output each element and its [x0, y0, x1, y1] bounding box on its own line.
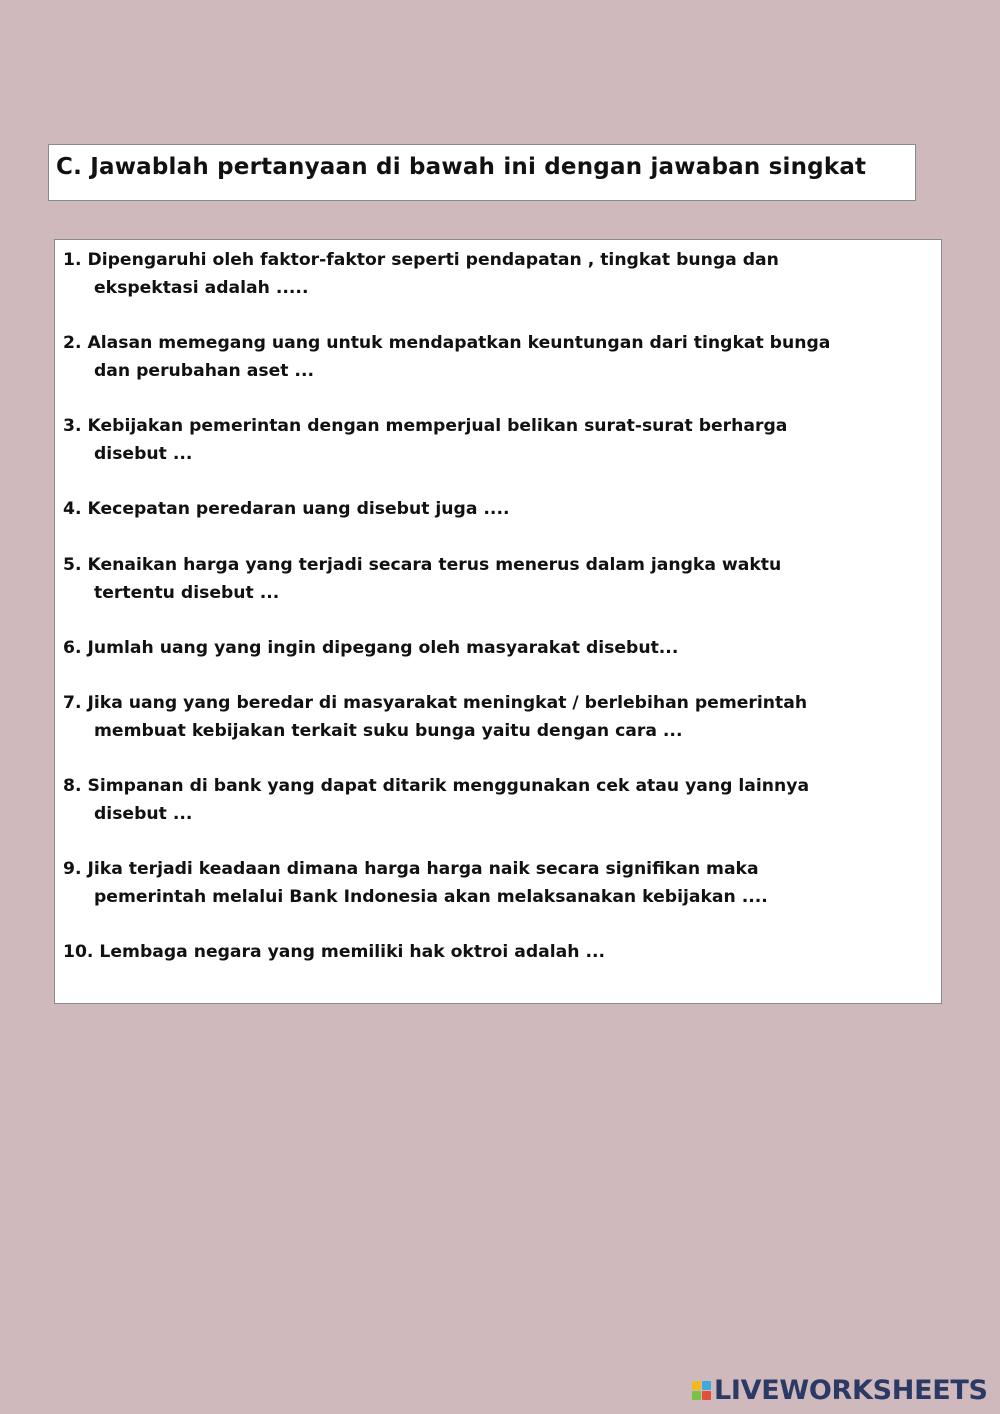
- logo-mark-square-3: [692, 1391, 701, 1400]
- question-1-line-2: ekspektasi adalah .....: [94, 278, 309, 298]
- logo-text: LIVEWORKSHEETS: [714, 1374, 988, 1406]
- question-8-line-1: 8. Simpanan di bank yang dapat ditarik menggunakan cek atau yang lainnya: [63, 776, 810, 796]
- question-2-line-1: 2. Alasan memegang uang untuk mendapatkan keuntungan dari tingkat bunga: [63, 333, 831, 353]
- logo-mark-icon: [692, 1381, 711, 1400]
- question-7-line-2: membuat kebijakan terkait suku bunga yaitu dengan cara ...: [94, 721, 683, 741]
- question-4-line-1: 4. Kecepatan peredaran uang disebut juga ....: [63, 499, 510, 519]
- question-8-line-2: disebut ...: [94, 804, 193, 824]
- question-6-line-1: 6. Jumlah uang yang ingin dipegang oleh masyarakat disebut...: [63, 638, 679, 658]
- question-9-line-2: pemerintah melalui Bank Indonesia akan melaksanakan kebijakan ....: [94, 887, 768, 907]
- question-7: [63, 689, 807, 745]
- question-1: [63, 246, 779, 302]
- question-9-line-1: 9. Jika terjadi keadaan dimana harga harga naik secara signifikan maka: [63, 859, 759, 879]
- question-4: [63, 495, 510, 523]
- question-2: [63, 329, 830, 385]
- question-6: [63, 634, 678, 662]
- logo-mark-square-1: [692, 1381, 701, 1390]
- logo-mark-square-4: [702, 1391, 711, 1400]
- section-title-box: [48, 144, 916, 201]
- logo-mark-square-2: [702, 1381, 711, 1390]
- question-8: [63, 772, 809, 828]
- question-10-line-1: 10. Lembaga negara yang memiliki hak oktroi adalah ...: [63, 942, 606, 962]
- question-2-line-2: dan perubahan aset ...: [94, 361, 315, 381]
- section-title: C. Jawablah pertanyaan di bawah ini dengan jawaban singkat: [56, 154, 867, 180]
- questions-box: [54, 239, 942, 1004]
- question-3: [63, 412, 787, 468]
- liveworksheets-logo: [692, 1374, 988, 1406]
- question-5-line-2: tertentu disebut ...: [94, 583, 280, 603]
- question-7-line-1: 7. Jika uang yang beredar di masyarakat meningkat / berlebihan pemerintah: [63, 693, 808, 713]
- question-9: [63, 855, 768, 911]
- question-5: [63, 551, 781, 607]
- question-5-line-1: 5. Kenaikan harga yang terjadi secara terus menerus dalam jangka waktu: [63, 555, 782, 575]
- question-3-line-1: 3. Kebijakan pemerintan dengan memperjual belikan surat-surat berharga: [63, 416, 788, 436]
- question-10: [63, 938, 605, 966]
- question-1-line-1: 1. Dipengaruhi oleh faktor-faktor seperti pendapatan , tingkat bunga dan: [63, 250, 779, 270]
- question-3-line-2: disebut ...: [94, 444, 193, 464]
